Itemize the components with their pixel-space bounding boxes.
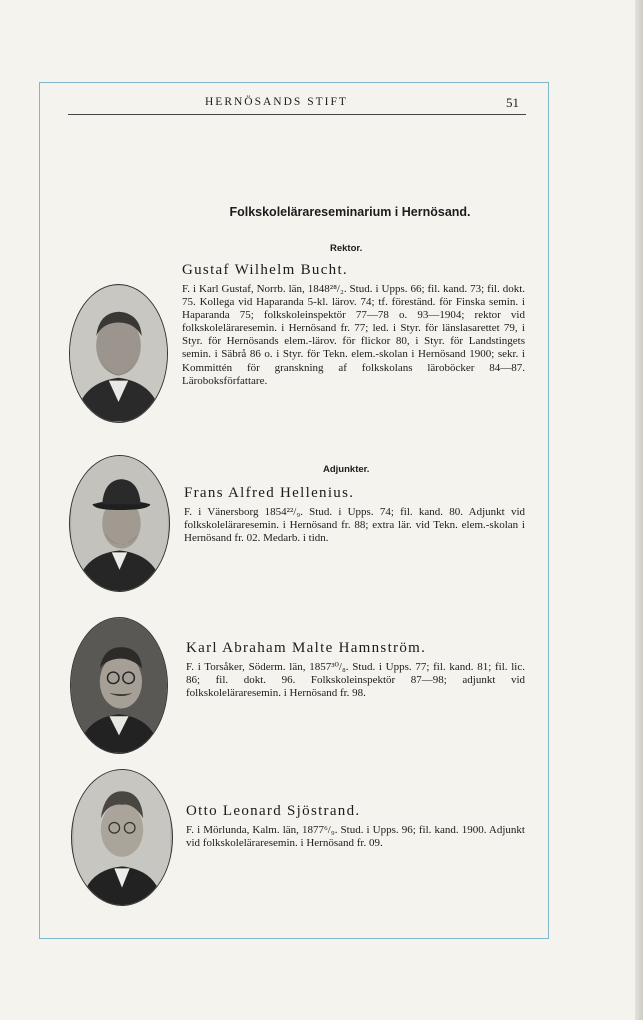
bio-text: F. i Vänersborg 1854²²/₉. Stud. i Upps. 74; fil. kand. 80. Adjunkt vid folkskoleläraresemin. i Hernösand fr. 88; extra lär. vid Tekn. elem.-skolan i Hernösand fr. 02. Medarb. i tidn. <box>184 506 525 545</box>
section-title: Folkskolelärareseminarium i Hernösand. <box>229 205 471 219</box>
header-rule <box>68 114 526 115</box>
person-name-gustaf-bucht: Gustaf Wilhelm Bucht. <box>182 262 348 278</box>
page-number: 51 <box>506 95 519 110</box>
bio-text: F. i Torsåker, Söderm. län, 1857³⁰/₈. Stud. i Upps. 77; fil. kand. 81; fil. lic. 86; fil. dokt. 96. Folkskoleinspektör 87—98; adjunkt vid folkskoleläraresemin. i Hernösand fr. 98. <box>186 661 525 700</box>
running-head <box>0 96 600 112</box>
bio-gustaf-bucht <box>182 283 525 388</box>
portrait-gustaf-bucht-image <box>70 285 167 422</box>
portrait-karl-hamnstrom-image <box>71 618 167 753</box>
adjunkter-heading: Adjunkter. <box>323 464 370 475</box>
person-name-frans-hellenius: Frans Alfred Hellenius. <box>184 485 355 501</box>
portrait-frans-hellenius-image <box>70 456 169 591</box>
portrait-karl-hamnstrom <box>70 617 168 754</box>
portrait-gustaf-bucht <box>69 284 168 423</box>
running-title: HERNÖSANDS STIFT <box>205 96 348 108</box>
bio-text: F. i Karl Gustaf, Norrb. län, 1848²⁸/₂. Stud. i Upps. 66; fil. kand. 73; fil. dokt. 75. Kollega vid Haparanda 5-kl. lärov. 74; tf. föreständ. för Finska semin. i Haparanda 75; folkskoleinspektör 77—78 o. 93—1904; rektor vid folkskoleläraresemin. i Hernösand fr. 77; led. i Styr. för länslasarettet 79, i Styr. för Hernösands elem.-lärov. för flickor 80, i Styr. för Landstingets semin. i Säbrå 86 o. i Styr. för Tekn. elem.-skolan i Hernösand 1900; sekr. i Kommittén för granskning af folkskolans läroböcker 84—87. Läroboksförfattare. <box>182 283 525 387</box>
page-edge <box>635 0 643 1020</box>
portrait-frans-hellenius <box>69 455 170 592</box>
bio-frans-hellenius <box>184 506 525 545</box>
bio-otto-sjostrand <box>186 824 525 850</box>
bio-karl-hamnstrom <box>186 661 525 700</box>
person-name-karl-hamnstrom: Karl Abraham Malte Hamnström. <box>186 640 427 656</box>
portrait-otto-sjostrand <box>71 769 173 906</box>
bio-text: F. i Mörlunda, Kalm. län, 1877⁶/₉. Stud. i Upps. 96; fil. kand. 1900. Adjunkt vid folkskoleläraresemin. i Hernösand fr. 09. <box>186 824 525 850</box>
rektor-heading: Rektor. <box>330 243 363 254</box>
portrait-otto-sjostrand-image <box>72 770 172 905</box>
person-name-otto-sjostrand: Otto Leonard Sjöstrand. <box>186 803 361 819</box>
